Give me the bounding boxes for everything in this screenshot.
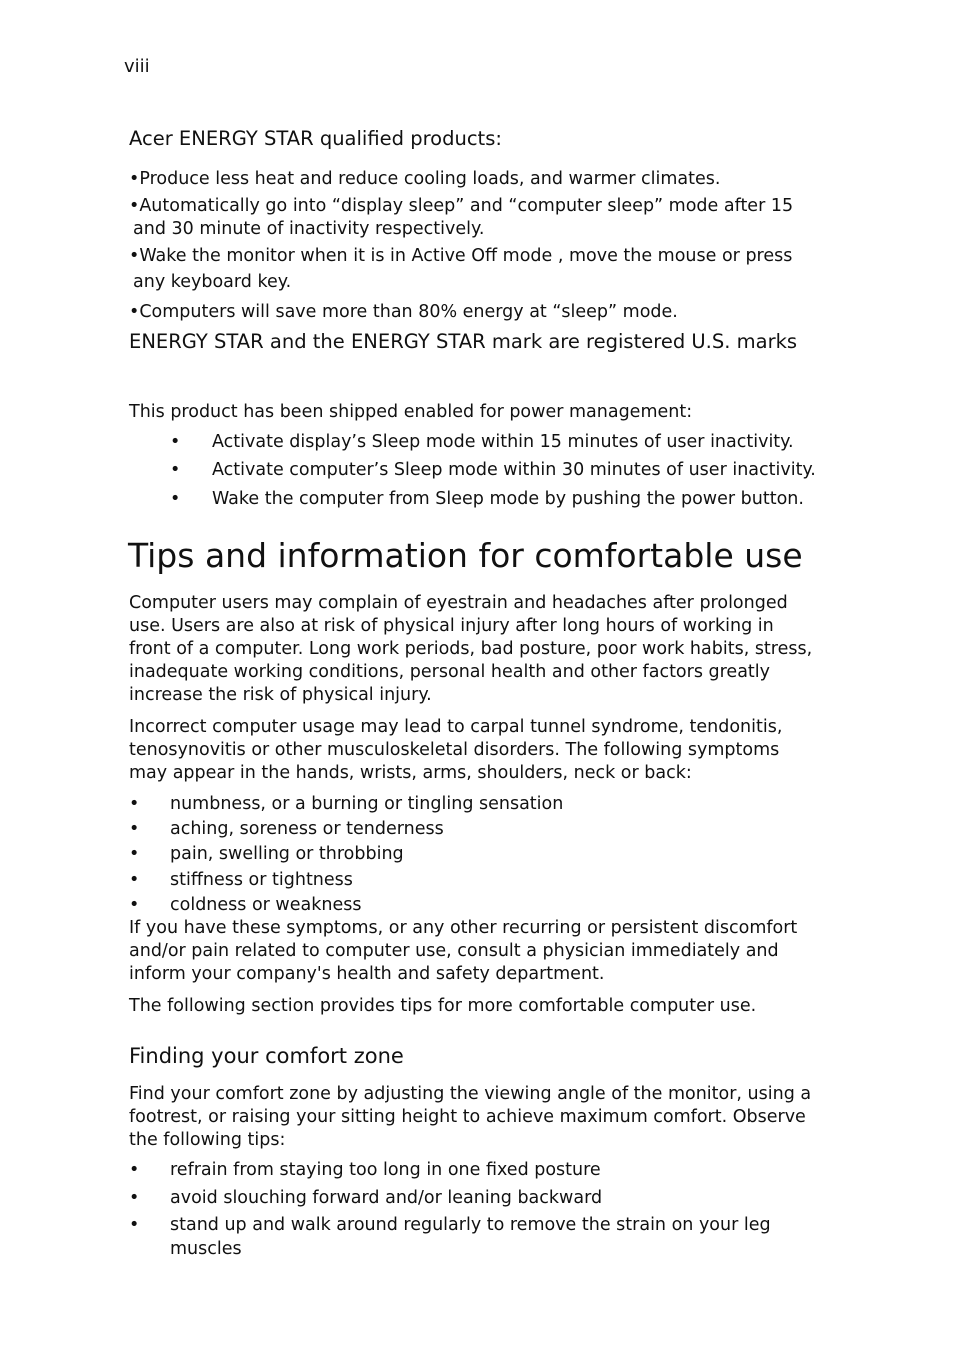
energy-item-line: •Wake the monitor when it is in Active Off mode , move the mouse or press <box>129 246 793 266</box>
bullet-dot: • <box>129 1160 140 1180</box>
tips-paragraph-2: Incorrect computer usage may lead to carpal tunnel syndrome, tendonitis, tenosynovitis or other musculoskeletal disorders. The following symptoms may appear in the hands, wrists, arms, shoulders, neck or back: <box>129 717 783 783</box>
symptom-text: pain, swelling or throbbing <box>170 844 404 864</box>
energy-item <box>129 301 819 324</box>
energy-star-marks-note: ENERGY STAR and the ENERGY STAR mark are registered U.S. marks <box>129 330 798 353</box>
comfort-tip-text: muscles <box>170 1239 242 1259</box>
comfort-paragraph: Find your comfort zone by adjusting the viewing angle of the monitor, using a footrest, or raising your sitting height to achieve maximum comfort. Observe the following tips: <box>129 1084 812 1150</box>
tips-paragraph-3: If you have these symptoms, or any other recurring or persistent discomfort and/or pain related to computer use, consult a physician immediately and inform your company's health and safety department. <box>129 918 798 984</box>
comfort-tip-text: avoid slouching forward and/or leaning backward <box>170 1188 603 1208</box>
bullet-dot: • <box>170 489 181 509</box>
bullet-dot: • <box>129 1188 140 1208</box>
energy-item-line: •Produce less heat and reduce cooling loads, and warmer climates. <box>129 169 721 189</box>
bullet-dot: • <box>170 432 181 452</box>
bullet-dot: • <box>129 870 140 890</box>
section-title: Tips and information for comfortable use <box>128 536 803 575</box>
energy-item-line: •Computers will save more than 80% energy at “sleep” mode. <box>129 302 678 322</box>
symptom-text: coldness or weakness <box>170 895 362 915</box>
comfort-tip-text: refrain from staying too long in one fixed posture <box>170 1160 601 1180</box>
bullet-dot: • <box>129 895 140 915</box>
power-bullet-text: Activate display’s Sleep mode within 15 minutes of user inactivity. <box>212 432 794 452</box>
symptom-text: numbness, or a burning or tingling sensation <box>170 794 564 814</box>
power-bullet-text: Wake the computer from Sleep mode by pushing the power button. <box>212 489 804 509</box>
bullet-dot: • <box>170 460 181 480</box>
energy-item <box>129 195 819 241</box>
page-number: viii <box>124 56 150 77</box>
energy-item <box>129 168 819 191</box>
symptom-text: aching, soreness or tenderness <box>170 819 444 839</box>
energy-item-line: •Automatically go into “display sleep” and “computer sleep” mode after 15 <box>129 196 794 216</box>
energy-item-line: any keyboard key. <box>133 272 292 292</box>
energy-item-line: and 30 minute of inactivity respectively. <box>133 219 485 239</box>
symptom-text: stiffness or tightness <box>170 870 353 890</box>
power-management-intro: This product has been shipped enabled for power management: <box>129 402 693 422</box>
bullet-dot: • <box>129 794 140 814</box>
energy-star-heading: Acer ENERGY STAR qualified products: <box>129 127 502 150</box>
subsection-title: Finding your comfort zone <box>129 1044 404 1068</box>
tips-paragraph-4: The following section provides tips for more comfortable computer use. <box>129 996 757 1016</box>
tips-paragraph-1: Computer users may complain of eyestrain and headaches after prolonged use. Users are also at risk of physical injury after long hours of working in front of a computer. Long work periods, bad posture, poor work habits, stress, inadequate working conditions, personal health and other factors greatly increase the risk of physical injury. <box>129 593 813 705</box>
power-bullet-text: Activate computer’s Sleep mode within 30 minutes of user inactivity. <box>212 460 816 480</box>
bullet-dot: • <box>129 819 140 839</box>
comfort-tip-text: stand up and walk around regularly to remove the strain on your leg <box>170 1215 771 1235</box>
bullet-dot: • <box>129 844 140 864</box>
bullet-dot: • <box>129 1215 140 1235</box>
energy-item <box>129 245 819 294</box>
